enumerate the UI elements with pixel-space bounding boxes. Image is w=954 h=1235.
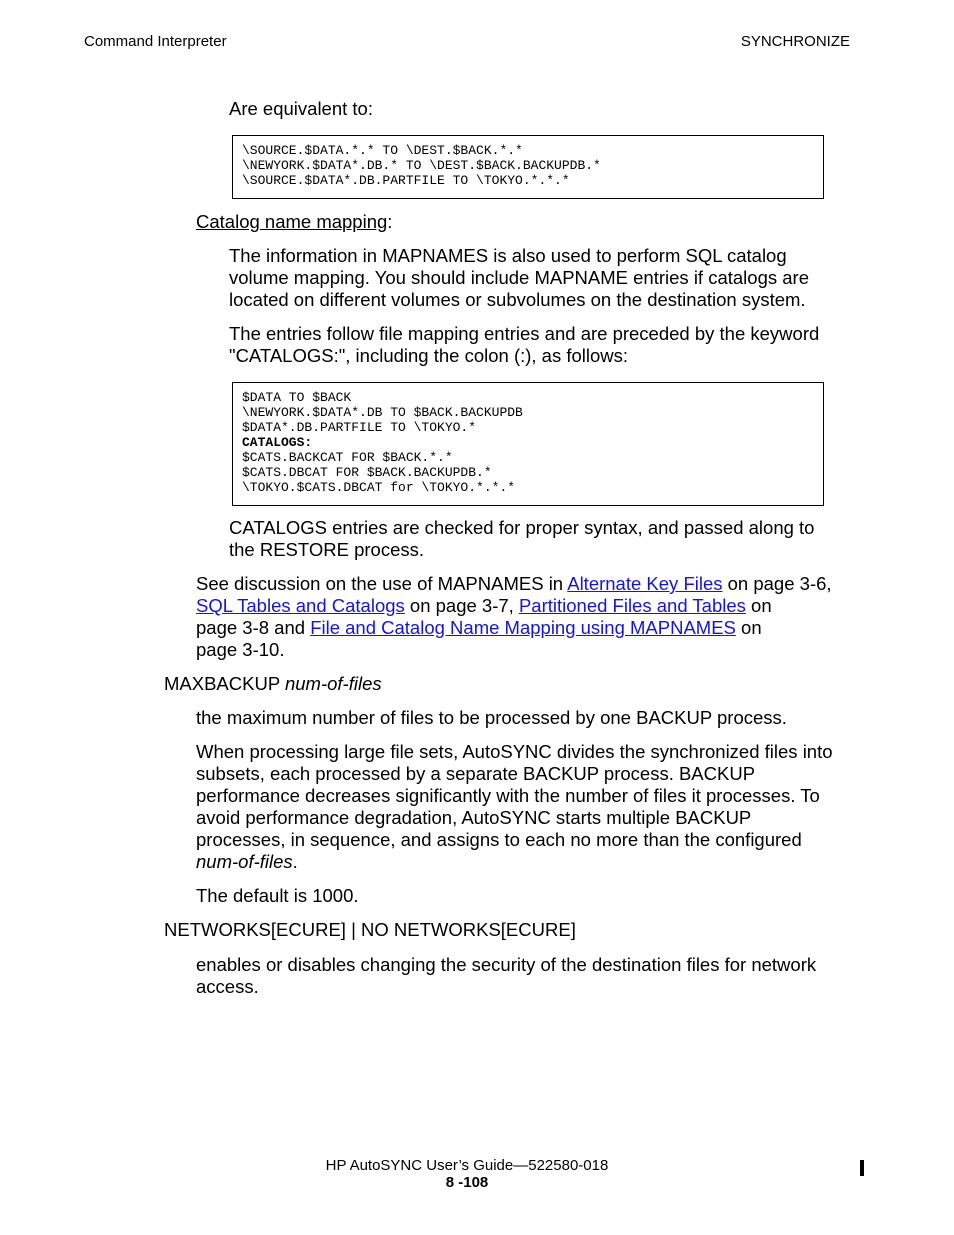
- maxbackup-paragraph-argument: num-of-files: [196, 851, 293, 872]
- catalogs-keyword-paragraph: The entries follow file mapping entries and are preceded by the keyword "CATALOGS:", including the colon (:), as follows:: [229, 323, 820, 366]
- change-bar: [860, 1160, 864, 1176]
- see-also-line-4: [196, 639, 856, 661]
- code-line: \SOURCE.$DATA*.DB.PARTFILE TO \TOKYO.*.*.*: [242, 173, 570, 188]
- link-sql-tables-and-catalogs[interactable]: SQL Tables and Catalogs: [196, 595, 405, 616]
- code-line: \SOURCE.$DATA.*.* TO \DEST.$BACK.*.*: [242, 143, 523, 158]
- see-text: on: [745, 595, 772, 616]
- maxbackup-paragraph-text: When processing large file sets, AutoSYNC divides the synchronized files into subsets, each processed by a separate BACKUP process. BACKUP performance decreases significantly with the number of files it processes. To avoid performance degradation, AutoSYNC starts multiple BACKUP processes, in sequence, and assigns to each no more than the configured: [196, 741, 833, 850]
- intro-text: Are equivalent to:: [229, 98, 373, 119]
- code-example-catalogs: [232, 382, 824, 506]
- see-text: on page 3-7,: [404, 595, 519, 616]
- link-file-and-catalog-name-mapping[interactable]: File and Catalog Name Mapping using MAPNAMES: [310, 617, 736, 638]
- heading-colon: :: [387, 211, 393, 232]
- see-also-line-2: [196, 595, 856, 617]
- footer-page-number: 8 -108: [445, 1174, 489, 1191]
- catalog-mapping-paragraph: The information in MAPNAMES is also used to perform SQL catalog volume mapping. You should include MAPNAME entries if catalogs are located on different volumes or subvolumes on the destination system.: [229, 245, 809, 310]
- maxbackup-keyword: MAXBACKUP: [164, 673, 285, 694]
- see-text: page 3-8 and: [196, 617, 311, 638]
- networks-syntax: NETWORKS[ECURE] | NO NETWORKS[ECURE]: [164, 919, 576, 940]
- see-also-paragraph: [196, 573, 856, 661]
- header-command-name: SYNCHRONIZE: [740, 33, 850, 50]
- maxbackup-default: The default is 1000.: [196, 885, 359, 906]
- maxbackup-description: the maximum number of files to be processed by one BACKUP process.: [196, 707, 787, 728]
- link-alternate-key-files[interactable]: Alternate Key Files: [567, 573, 723, 594]
- see-text: on page 3-6,: [722, 573, 832, 594]
- code-line: \NEWYORK.$DATA*.DB TO $BACK.BACKUPDB: [242, 405, 523, 420]
- link-partitioned-files-and-tables[interactable]: Partitioned Files and Tables: [518, 595, 746, 616]
- code-example-equivalent: [232, 135, 824, 199]
- networks-description: enables or disables changing the security of the destination files for network access.: [196, 954, 817, 997]
- see-text: on: [735, 617, 762, 638]
- code-line: \NEWYORK.$DATA*.DB.* TO \DEST.$BACK.BACKUPDB.*: [242, 158, 601, 173]
- header-section-title: Command Interpreter: [84, 33, 227, 50]
- see-text: See discussion on the use of MAPNAMES in: [196, 573, 568, 594]
- code-line: \TOKYO.$CATS.DBCAT for \TOKYO.*.*.*: [242, 480, 516, 495]
- see-also-line-3: [196, 617, 856, 639]
- maxbackup-paragraph-end: .: [292, 851, 298, 872]
- code-line: $CATS.BACKCAT FOR $BACK.*.*: [242, 450, 453, 465]
- code-line: $CATS.DBCAT FOR $BACK.BACKUPDB.*: [242, 465, 492, 480]
- maxbackup-syntax: [164, 673, 382, 695]
- catalog-mapping-heading-text: Catalog name mapping: [196, 211, 388, 232]
- code-line-catalogs-keyword: CATALOGS:: [242, 435, 313, 450]
- footer-document-title: HP AutoSYNC User’s Guide—522580-018: [325, 1157, 609, 1174]
- catalogs-syntax-paragraph: CATALOGS entries are checked for proper syntax, and passed along to the RESTORE process.: [229, 517, 815, 560]
- see-text: page 3-10.: [196, 639, 285, 660]
- maxbackup-argument: num-of-files: [284, 673, 382, 694]
- catalog-mapping-heading: [196, 211, 392, 233]
- see-also-line-1: [196, 573, 856, 595]
- code-line: $DATA TO $BACK: [242, 390, 352, 405]
- maxbackup-paragraph: [196, 741, 844, 873]
- code-line: $DATA*.DB.PARTFILE TO \TOKYO.*: [242, 420, 477, 435]
